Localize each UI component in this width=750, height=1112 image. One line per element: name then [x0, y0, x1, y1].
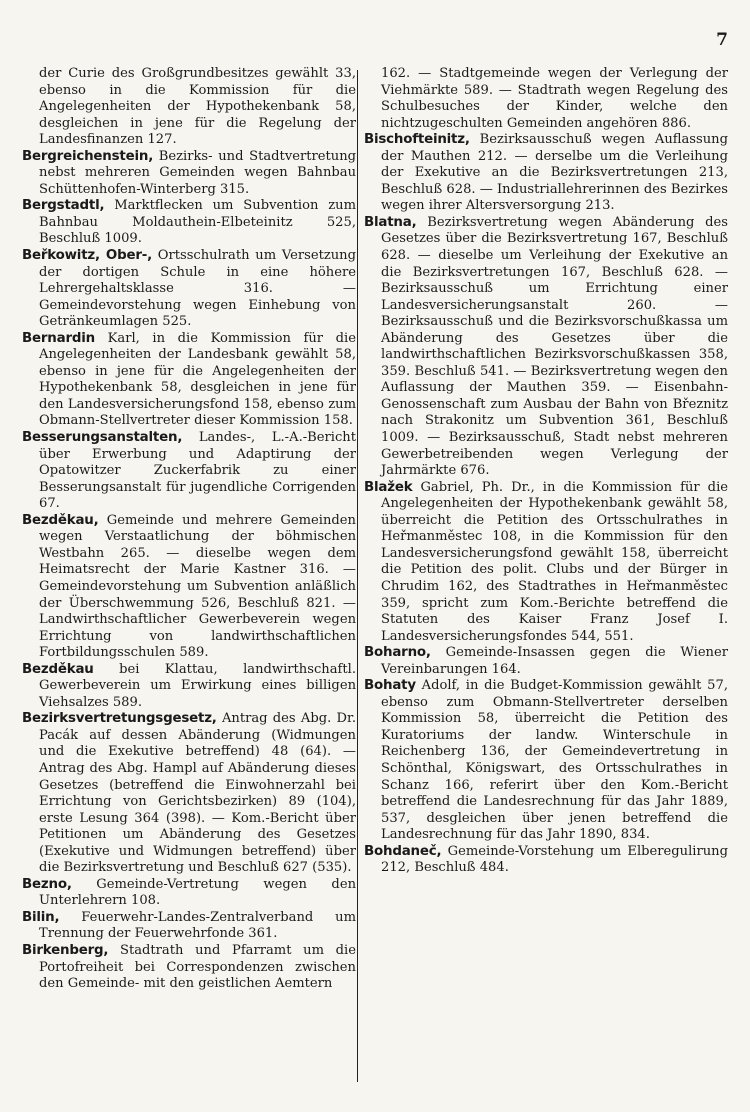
entry-headword: Bezděkau,: [22, 512, 99, 528]
left-column: [22, 66, 356, 993]
entry-headword: Bilin,: [22, 909, 60, 925]
entry-text: Marktflecken um Subvention zum Bahnbau Moldauthein-Elbeteinitz 525, Beschluß 1009.: [39, 198, 356, 247]
index-entry: [364, 844, 728, 877]
entry-headword: Birkenberg,: [22, 942, 109, 958]
index-entry: [22, 877, 356, 910]
index-entry: [22, 149, 356, 199]
index-entry: [22, 66, 356, 149]
index-entry: [22, 910, 356, 943]
entry-headword: Beřkowitz, Ober-,: [22, 248, 152, 264]
entry-headword: Bischofteinitz,: [364, 132, 470, 148]
entry-text: Karl, in die Kommission für die Angelegenheiten der Landesbank gewählt 58, ebenso in jene für die Angelegenheiten der Hypothekenbank 58, desgleichen in jene für den Landesversicherungsfond 158, ebenso zum Obmann-Stellvertreter dieser Kommission 158.: [39, 330, 356, 429]
index-entry: [364, 66, 728, 132]
entry-text: Adolf, in die Budget-Kommission gewählt 57, ebenso zum Obmann-Stellvertreter derselben Kommission 58, überreicht die Petition des Kuratoriums der landw. Winterschule in Reichenberg 136, der Gemeindevertretung in Schönthal, Königswart, des Ortsschulrathes in Schanz 166, referirt über den Kom.-Bericht betreffend die Landesrechnung für das Jahr 1889, 537, desgleichen über jenen betreffend die Landesrechnung für das Jahr 1890, 834.: [381, 678, 728, 843]
entry-headword: Bezno,: [22, 876, 72, 892]
entry-text: bei Klattau, landwirthschaftl. Gewerbeverein um Erwirkung eines billigen Viehsalzes 589.: [39, 661, 356, 710]
index-entry: [22, 943, 356, 993]
column-divider: [357, 70, 358, 1082]
page-number: 7: [716, 30, 728, 50]
index-entry: [364, 678, 728, 843]
entry-text: Feuerwehr-Landes-Zentralverband um Trennung der Feuerwehrfonde 361.: [39, 909, 356, 942]
entry-headword: Bezirksvertretungsgesetz,: [22, 711, 217, 727]
index-entry: [22, 711, 356, 876]
entry-text: Stadtrath und Pfarramt um die Portofreiheit bei Correspondenzen zwischen den Gemeinde- mit den geistlichen Aemtern: [39, 942, 356, 992]
index-entry: [22, 513, 356, 662]
entry-headword: Bergstadtl,: [22, 198, 105, 214]
entry-text: Bezirksausschuß wegen Auflassung der Mauthen 212. — derselbe um die Verleihung der Exekutive an die Bezirksvertretungen 213, Beschluß 628. — Industriallehrerinnen des Bezirkes wegen ihrer Altersversorgung 213.: [381, 132, 728, 214]
index-entry: [22, 430, 356, 513]
entry-text: 162. — Stadtgemeinde wegen der Verlegung der Viehmärkte 589. — Stadtrath wegen Regelung des Schulbesuches der Kinder, welche den nichtzugeschulten Gemeinden angehören 886.: [381, 66, 728, 131]
entry-text: Ortsschulrath um Versetzung der dortigen Schule in eine höhere Lehrergehaltsklasse 316. — Gemeindevorstehung wegen Einhebung von Getränkeumlagen 525.: [39, 248, 356, 330]
entry-headword: Bezděkau: [22, 661, 94, 677]
index-entry: [364, 132, 728, 215]
index-entry: [22, 198, 356, 248]
entry-headword: Blažek: [364, 479, 413, 495]
index-entry: [22, 662, 356, 712]
entry-text: Gemeinde-Vertretung wegen den Unterlehrern 108.: [39, 876, 356, 909]
entry-text: Gabriel, Ph. Dr., in die Kommission für die Angelegenheiten der Hypothekenbank gewählt 58, überreicht die Petition des Ortsschulrathes in Heřmanměstec 108, in die Kommission für den Landesversicherungsfond gewählt 158, überreicht die Petition des polit. Clubs und der Bürger in Chrudim 162, des Stadtrathes in Heřmanměstec 359, spricht zum Kom.-Berichte betreffend die Statuten des Kaiser Franz Josef I. Landesversicherungsfondes 544, 551.: [381, 479, 728, 644]
entry-text: Gemeinde-Insassen gegen die Wiener Vereinbarungen 164.: [381, 645, 729, 677]
right-column: [364, 66, 728, 877]
index-entry: [364, 645, 728, 678]
entry-headword: Besserungsanstalten,: [22, 430, 183, 446]
entry-headword: Boharno,: [364, 645, 431, 661]
entry-text: Landes-, L.-A.-Bericht über Erwerbung und Adaptirung der Opatowitzer Zuckerfabrik zu einer Besserungsanstalt für jugendliche Corrigenden 67.: [39, 430, 356, 512]
index-entry: [364, 215, 728, 480]
entry-headword: Bohaty: [364, 678, 416, 694]
index-entry: [22, 248, 356, 331]
entry-text: der Curie des Großgrundbesitzes gewählt 33, ebenso in die Kommission für die Angelegenheiten der Hypothekenbank 58, desgleichen in jene für die Regelung der Landesfinanzen 127.: [39, 66, 356, 148]
entry-text: Antrag des Abg. Dr. Pacák auf dessen Abänderung (Widmungen und die Exekutive betreffend) 48 (64). — Antrag des Abg. Hampl auf Abänderung dieses Gesetzes (betreffend die Einwohnerzahl bei Errichtung von Gerichtsbezirken) 89 (104), erste Lesung 364 (398). — Kom.-Bericht über Petitionen um Abänderung des Gesetzes (Exekutive und Widmungen betreffend) über die Bezirksvertretung und Beschluß 627 (535).: [39, 711, 356, 876]
entry-text: Bezirks- und Stadtvertretung nebst mehreren Gemeinden wegen Bahnbau Schüttenhofen-Winterberg 315.: [39, 148, 357, 197]
entry-text: Gemeinde und mehrere Gemeinden wegen Verstaatlichung der böhmischen Westbahn 265. — dieselbe wegen dem Heimatsrecht der Marie Kastner 316. — Gemeindevorstehung um Subvention anläßlich der Überschwemmung 526, Beschluß 821. — Landwirthschaftlicher Gewerbeverein wegen Errichtung von landwirthschaftlichen Fortbildungsschulen 589.: [39, 512, 356, 661]
entry-headword: Blatna,: [364, 214, 417, 230]
entry-text: Gemeinde-Vorstehung um Elberegulirung 212, Beschluß 484.: [381, 843, 728, 876]
entry-headword: Bernardin: [22, 330, 95, 346]
index-entry: [364, 480, 728, 645]
entry-headword: Bohdaneč,: [364, 843, 442, 859]
entry-headword: Bergreichenstein,: [22, 148, 154, 164]
index-entry: [22, 331, 356, 430]
entry-text: Bezirksvertretung wegen Abänderung des Gesetzes über die Bezirksvertretung 167, Beschluß 628. — dieselbe um Verleihung der Exekutive an die Bezirksvertretungen 167, Beschluß 628. — Bezirksausschuß um Errichtung einer Landesversicherungsanstalt 260. — Bezirksausschuß und die Bezirksvorschußkassa um Abänderung des Gesetzes über die landwirthschaftlichen Bezirksvorschußkassen 358, 359. Beschluß 541. — Bezirksvertretung wegen den Auflassung der Mauthen 359. — Eisenbahn-Genossenschaft zum Ausbau der Bahn von Březnitz nach Strakonitz um Subvention 361, Beschluß 1009. — Bezirksausschuß, Stadt nebst mehreren Gewerbetreibenden wegen Verlegung der Jahrmärkte 676.: [381, 214, 728, 479]
